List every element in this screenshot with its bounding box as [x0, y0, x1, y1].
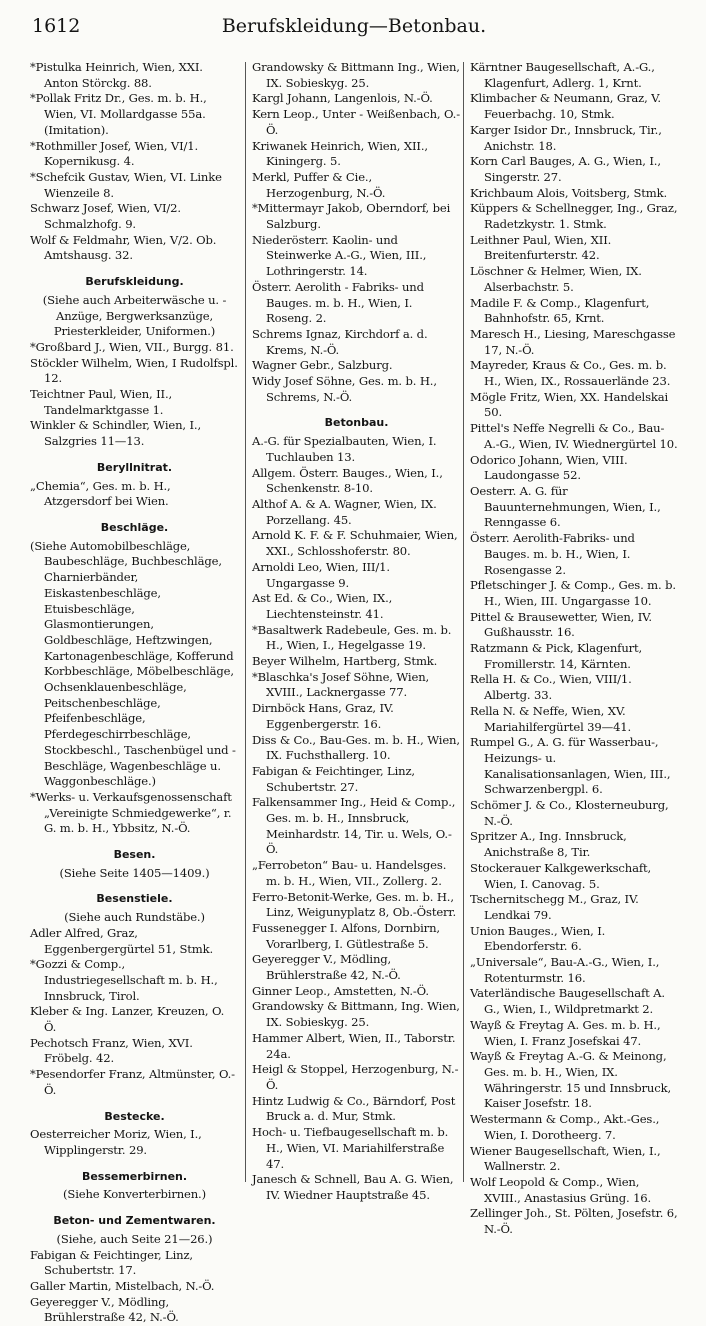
- directory-entry: Merkl, Puffer & Cie., Herzogenburg, N.-Ö.: [252, 169, 386, 200]
- directory-entry: Geyeregger V., Mödling, Brühlerstraße 42, N.-Ö.: [30, 1294, 179, 1325]
- directory-entry: Korn Carl Bauges, A. G., Wien, I., Singerstr. 27.: [470, 154, 661, 184]
- directory-entry: Wolf Leopold & Comp., Wien, XVIII., Anastasius Grüng. 16.: [470, 1174, 652, 1205]
- directory-entry: *Rothmiller Josef, Wien, VI/1. Kopernikusg. 4.: [30, 138, 199, 169]
- directory-entry: Fussenegger I. Alfons, Dornbirn, Vorarlberg, I. Gütlestraße 5.: [252, 920, 440, 951]
- directory-entry: Geyeregger V., Mödling, Brühlerstraße 42, N.-Ö.: [252, 952, 401, 983]
- directory-entry: Schwarz Josef, Wien, VI/2. Schmalzhofg. 9.: [30, 201, 181, 232]
- section-heading: Besen.: [113, 848, 156, 862]
- directory-entry: Odorico Johann, Wien, VIII. Laudongasse 52.: [470, 452, 628, 483]
- directory-entry: Oesterreicher Moriz, Wien, I., Wipplingerstr. 29.: [30, 1127, 202, 1157]
- directory-entry: Widy Josef Söhne, Ges. m. b. H., Schrems, N.-Ö.: [252, 374, 437, 404]
- directory-entry: Union Bauges., Wien, I. Ebendorferstr. 6.: [470, 923, 606, 954]
- directory-entry: Krichbaum Alois, Voitsberg, Stmk.: [470, 185, 668, 200]
- directory-entry: Fabigan & Feichtinger, Linz, Schubertstr. 17.: [30, 1247, 193, 1278]
- column-left: [30, 60, 239, 1325]
- column-divider: [245, 62, 246, 1182]
- directory-entry: Fabigan & Feichtinger, Linz, Schubertstr. 27.: [252, 763, 415, 794]
- directory-entry: Arnoldi Leo, Wien, III/1. Ungargasse 9.: [252, 559, 390, 590]
- section-heading: Beryllnitrat.: [96, 460, 173, 474]
- directory-entry: Rella H. & Co., Wien, VIII/1. Albertg. 33.: [470, 672, 632, 703]
- directory-entry: Klimbacher & Neumann, Graz, V. Feuerbachg. 10, Stmk.: [470, 91, 661, 122]
- directory-entry: Zellinger Joh., St. Pölten, Josefstr. 6, N.-Ö.: [470, 1206, 678, 1237]
- directory-entry: Galler Martin, Mistelbach, N.-Ö.: [30, 1278, 215, 1293]
- directory-entry: Teichtner Paul, Wien, II., Tandelmarktgasse 1.: [30, 387, 173, 417]
- directory-entry: Maresch H., Liesing, Mareschgasse 17, N.-Ö.: [470, 326, 676, 357]
- page-number: 1612: [32, 15, 81, 37]
- directory-entry: Wiener Baugesellschaft, Wien, I., Wallnerstr. 2.: [470, 1143, 661, 1174]
- directory-entry: Tschernitschegg M., Graz, IV. Lendkai 79.: [470, 892, 639, 922]
- section-heading: Bestecke.: [104, 1109, 165, 1123]
- directory-entry: Stockerauer Kalkgewerkschaft, Wien, I. Canovag. 5.: [470, 860, 652, 891]
- directory-entry: *Schefcik Gustav, Wien, VI. Linke Wienzeile 8.: [30, 169, 222, 200]
- directory-entry: Wagner Gebr., Salzburg.: [252, 358, 393, 373]
- directory-entry: Dirnböck Hans, Graz, IV. Eggenbergerstr. 16.: [252, 701, 394, 731]
- directory-entry: Schömer J. & Co., Klosterneuburg, N.-Ö.: [470, 798, 669, 828]
- directory-entry: Spritzer A., Ing. Innsbruck, Anichstraße 8, Tir.: [470, 829, 627, 860]
- directory-entry: Diss & Co., Bau-Ges. m. b. H., Wien, IX. Fuchsthallerg. 10.: [252, 732, 460, 763]
- directory-entry: Karger Isidor Dr., Innsbruck, Tir., Anichstr. 18.: [470, 122, 662, 153]
- cross-reference-note: (Siehe auch Rundstäbe.): [64, 910, 205, 925]
- directory-entry: Westermann & Comp., Akt.-Ges., Wien, I. Dorotheerg. 7.: [470, 1112, 660, 1142]
- page-header: [30, 6, 678, 46]
- directory-entry: Althof A. & A. Wagner, Wien, IX. Porzellang. 45.: [252, 496, 437, 527]
- directory-entry: *Blaschka's Josef Söhne, Wien, XVIII., Lacknergasse 77.: [252, 669, 430, 700]
- directory-entry: *Pesendorfer Franz, Altmünster, O.-Ö.: [30, 1067, 235, 1097]
- directory-entry: Kriwanek Heinrich, Wien, XII., Kiningerg. 5.: [252, 138, 428, 169]
- directory-entry: Allgem. Österr. Bauges., Wien, I., Schenkenstr. 8-10.: [252, 465, 443, 496]
- directory-entry: Pittel & Brausewetter, Wien, IV. Gußhausstr. 16.: [470, 609, 652, 640]
- directory-entry: Janesch & Schnell, Bau A. G. Wien, IV. Wiedner Hauptstraße 45.: [252, 1172, 454, 1202]
- cross-reference-note: (Siehe Konverterbirnen.): [63, 1187, 206, 1202]
- directory-entry: Pechotsch Franz, Wien, XVI. Fröbelg. 42.: [30, 1035, 193, 1066]
- directory-entry: A.-G. für Spezialbauten, Wien, I. Tuchlauben 13.: [252, 434, 437, 464]
- directory-entry: Pfletschinger J. & Comp., Ges. m. b. H., Wien, III. Ungargasse 10.: [470, 578, 676, 608]
- cross-reference-note: (Siehe, auch Seite 21—26.): [56, 1231, 213, 1246]
- directory-entry: (Siehe Automobilbeschläge, Baubeschläge, Buchbeschläge, Charnierbänder, Eiskastenbeschläge, Etuisbeschläge, Glasmontierungen, Goldbeschläge, Heftzwingen, Kartonagenbeschläge, Kofferund Korbbeschläge, Möbelbeschläge, Ochsenklauenbeschläge, Peitschenbeschläge, Pfeifenbeschläge, Pferdegeschirrbeschläge, Stockbeschl., Taschenbügel und -Beschläge, Wagenbeschläge u. Waggonbeschläge.): [30, 538, 236, 789]
- directory-entry: Mögle Fritz, Wien, XX. Handelskai 50.: [470, 389, 669, 420]
- directory-entry: Falkensammer Ing., Heid & Comp., Ges. m. b. H., Innsbruck, Meinhardstr. 14, Tir. u. Wels, O.-Ö.: [252, 795, 456, 857]
- directory-entry: „Chemia“, Ges. m. b. H., Atzgersdorf bei Wien.: [30, 478, 171, 509]
- column-divider: [463, 62, 464, 1182]
- directory-entry: Grandowsky & Bittmann Ing., Wien, IX. Sobieskyg. 25.: [252, 60, 460, 90]
- directory-entry: Kargl Johann, Langenlois, N.-Ö.: [252, 91, 433, 106]
- section-heading: Berufskleidung.: [85, 275, 184, 289]
- directory-entry: Ratzmann & Pick, Klagenfurt, Fromillerstr. 14, Kärnten.: [470, 641, 643, 671]
- directory-entry: Löschner & Helmer, Wien, IX. Alserbachstr. 5.: [470, 264, 642, 294]
- directory-entry: Grandowsky & Bittmann, Ing. Wien, IX. Sobieskyg. 25.: [252, 999, 460, 1030]
- directory-entry: Beyer Wilhelm, Hartberg, Stmk.: [252, 654, 438, 669]
- directory-entry: Adler Alfred, Graz, Eggenbergergürtel 51, Stmk.: [30, 925, 214, 956]
- directory-entry: Oesterr. A. G. für Bauunternehmungen, Wien, I., Renngasse 6.: [470, 483, 661, 530]
- directory-entry: Leithner Paul, Wien, XII. Breitenfurterstr. 42.: [470, 232, 612, 263]
- directory-entry: Kern Leop., Unter - Weißenbach, O.-Ö.: [252, 107, 460, 137]
- directory-entry: *Werks- u. Verkaufsgenossenschaft „Vereinigte Schmiedgewerke“, r. G. m. b. H., Ybbsitz, N.-Ö.: [30, 789, 232, 836]
- directory-entry: Winkler & Schindler, Wien, I., Salzgries 11—13.: [30, 418, 201, 449]
- directory-entry: Stöckler Wilhelm, Wien, I Rudolfspl. 12.: [30, 355, 238, 386]
- cross-reference-note: (Siehe Seite 1405—1409.): [59, 865, 210, 880]
- directory-entry: Heigl & Stoppel, Herzogenburg, N.-Ö.: [252, 1062, 459, 1092]
- directory-entry: *Gozzi & Comp., Industriegesellschaft m. b. H., Innsbruck, Tirol.: [30, 957, 218, 1003]
- directory-entry: Mayreder, Kraus & Co., Ges. m. b. H., Wien, IX., Rossauerlände 23.: [470, 358, 671, 389]
- directory-entry: Österr. Aerolith-Fabriks- und Bauges. m. b. H., Wien, I. Rosengasse 2.: [470, 531, 635, 577]
- directory-entry: Madile F. & Comp., Klagenfurt, Bahnhofstr. 65, Krnt.: [470, 295, 650, 326]
- directory-entry: „Universale“, Bau-A.-G., Wien, I., Rotenturmstr. 16.: [470, 955, 660, 985]
- directory-entry: *Pollak Fritz Dr., Ges. m. b. H., Wien, VI. Mollardgasse 55a. (Imitation).: [30, 91, 207, 137]
- running-title: Berufskleidung—Betonbau.: [221, 15, 487, 37]
- directory-entry: Arnold K. F. & F. Schuhmaier, Wien, XXI., Schlosshoferstr. 80.: [252, 528, 458, 559]
- directory-entry: Niederösterr. Kaolin- und Steinwerke A.-G., Wien, III., Lothringerstr. 14.: [252, 232, 427, 279]
- directory-entry: Ast Ed. & Co., Wien, IX., Liechtensteinstr. 41.: [252, 591, 393, 621]
- directory-entry: „Ferrobeton“ Bau- u. Handelsges. m. b. H., Wien, VII., Zollerg. 2.: [252, 858, 447, 888]
- directory-entry: Rumpel G., A. G. für Wasserbau-, Heizungs- u. Kanalisationsanlagen, Wien, III., Schwarzenbergpl. 6.: [470, 735, 671, 797]
- column-middle: [252, 60, 461, 1202]
- directory-entry: Hoch- u. Tiefbaugesellschaft m. b. H., Wien, VI. Mariahilferstraße 47.: [252, 1125, 449, 1171]
- directory-entry: Schrems Ignaz, Kirchdorf a. d. Krems, N.-Ö.: [252, 326, 428, 357]
- directory-entry: Pittel's Neffe Negrelli & Co., Bau-A.-G., Wien, IV. Wiednergürtel 10.: [470, 421, 678, 451]
- directory-entry: Kleber & Ing. Lanzer, Kreuzen, O. Ö.: [30, 1004, 225, 1035]
- directory-entry: Ginner Leop., Amstetten, N.-Ö.: [252, 983, 429, 998]
- directory-entry: *Pistulka Heinrich, Wien, XXI. Anton Störckg. 88.: [30, 60, 203, 90]
- section-heading: Betonbau.: [324, 416, 389, 430]
- directory-entry: Wolf & Feldmahr, Wien, V/2. Ob. Amtshausg. 32.: [30, 232, 217, 263]
- directory-entry: Kärntner Baugesellschaft, A.-G., Klagenfurt, Adlerg. 1, Krnt.: [470, 60, 655, 90]
- directory-entry: *Mittermayr Jakob, Oberndorf, bei Salzburg.: [252, 201, 451, 232]
- directory-entry: *Basaltwerk Radebeule, Ges. m. b. H., Wien, I., Hegelgasse 19.: [252, 622, 452, 653]
- directory-entry: Rella N. & Neffe, Wien, XV. Mariahilfergürtel 39—41.: [470, 703, 632, 734]
- directory-entry: Österr. Aerolith - Fabriks- und Bauges. m. b. H., Wien, I. Roseng. 2.: [252, 279, 424, 326]
- directory-entry: Hammer Albert, Wien, II., Taborstr. 24a.: [252, 1030, 456, 1061]
- cross-reference-note: (Siehe auch Arbeiterwäsche u. -Anzüge, Bergwerksanzüge, Priesterkleider, Uniformen.): [42, 292, 227, 339]
- directory-entry: Vaterländische Baugesellschaft A. G., Wien, I., Wildpretmarkt 2.: [470, 986, 665, 1017]
- section-heading: Bessemerbirnen.: [81, 1169, 188, 1183]
- directory-entry: Hintz Ludwig & Co., Bärndorf, Post Bruck a. d. Mur, Stmk.: [252, 1093, 456, 1124]
- section-heading: Beschläge.: [100, 520, 169, 534]
- section-heading: Beton- und Zementwaren.: [53, 1214, 216, 1228]
- directory-entry: *Großbard J., Wien, VII., Burgg. 81.: [30, 339, 234, 354]
- directory-entry: Wayß & Freytag A. Ges. m. b. H., Wien, I. Franz Josefskai 47.: [470, 1017, 661, 1048]
- section-heading: Besenstiele.: [96, 892, 173, 906]
- directory-entry: Küppers & Schellnegger, Ing., Graz, Radetzkystr. 1. Stmk.: [470, 201, 678, 232]
- column-right: [470, 60, 679, 1237]
- directory-entry: Ferro-Betonit-Werke, Ges. m. b. H., Linz, Weigunyplatz 8, Ob.-Österr.: [252, 889, 457, 920]
- directory-entry: Wayß & Freytag A.-G. & Meinong, Ges. m. b. H., Wien, IX. Währingerstr. 15 und Innsbruck, Kaiser Josefstr. 18.: [470, 1049, 672, 1111]
